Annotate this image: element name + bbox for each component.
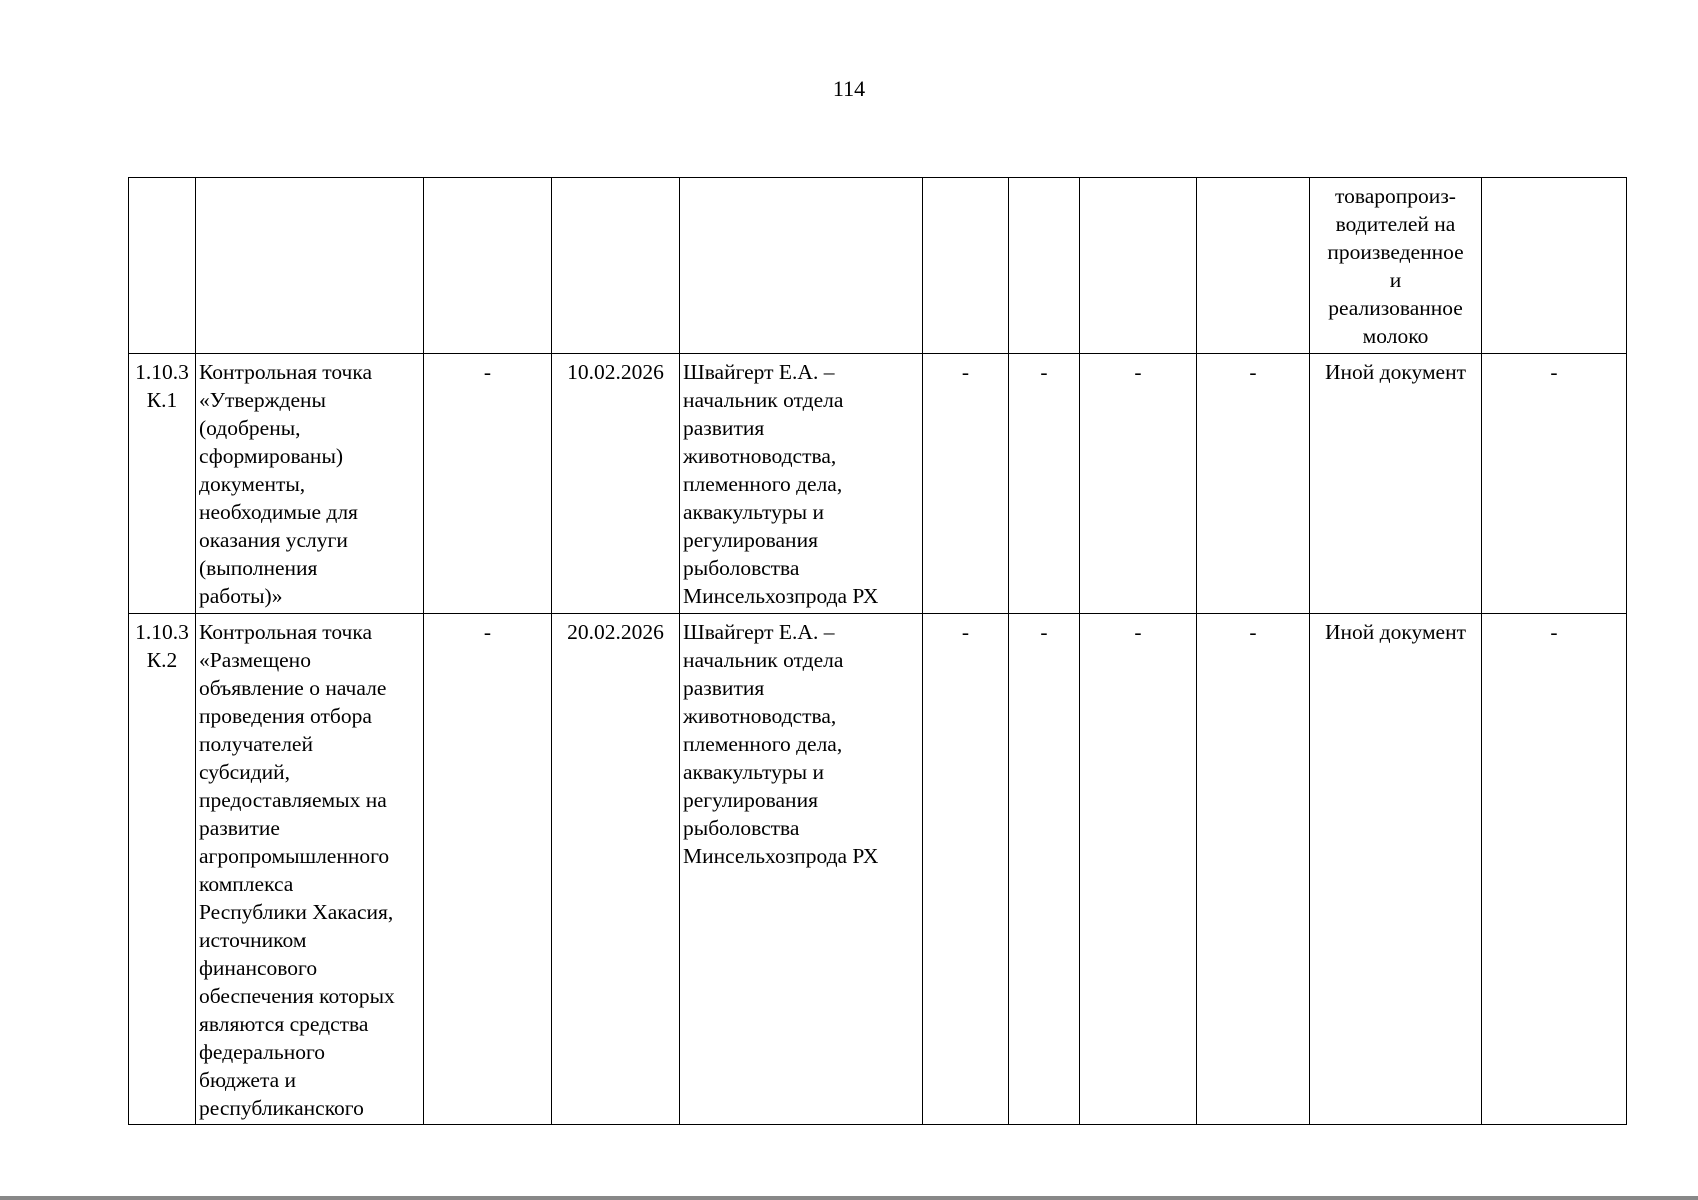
cell-line: «Утверждены: [199, 388, 326, 412]
cell-line: Швайгерт Е.А. –: [683, 620, 835, 644]
cell-empty: [923, 178, 1009, 354]
cell-line: и: [1389, 268, 1402, 292]
cell-dash: -: [1197, 354, 1310, 614]
cell-line: аквакультуры и: [683, 760, 824, 784]
cell-empty: [1009, 178, 1080, 354]
cell-dash: -: [1009, 354, 1080, 614]
scan-edge-bar: [0, 1196, 1698, 1200]
cell-line: «Размещено: [199, 648, 311, 672]
page-number: 114: [832, 76, 866, 101]
cell-line: молоко: [1362, 324, 1429, 348]
cell-line: К.2: [146, 648, 178, 672]
cell-end-date: 10.02.2026: [552, 354, 680, 614]
cell-empty: [129, 178, 196, 354]
cell-dash: -: [1482, 614, 1627, 1125]
cell-line: финансового: [199, 956, 318, 980]
cell-document-type: Иной документ: [1310, 614, 1482, 1125]
cell-line: обеспечения которых: [199, 984, 395, 1008]
table-row: [129, 354, 1627, 614]
cell-dash: -: [923, 614, 1009, 1125]
cell-item-number: [129, 614, 196, 1125]
cell-empty: [680, 178, 923, 354]
cell-line: документы,: [199, 472, 306, 496]
cell-line: источником: [199, 928, 307, 952]
cell-line: Контрольная точка: [199, 360, 373, 384]
cell-line: водителей на: [1335, 212, 1456, 236]
cell-line: комплекса: [199, 872, 294, 896]
cell-responsible: [680, 614, 923, 1125]
cell-line: Швайгерт Е.А. –: [683, 360, 835, 384]
cell-line: предоставляемых на: [199, 788, 387, 812]
cell-start-date: -: [424, 354, 552, 614]
cell-empty: [1197, 178, 1310, 354]
table-row-continuation: [129, 178, 1627, 354]
cell-line: проведения отбора: [199, 704, 372, 728]
cell-line: республиканского: [199, 1096, 364, 1120]
cell-document-type: Иной документ: [1310, 354, 1482, 614]
cell-empty: [1080, 178, 1197, 354]
plan-table: [128, 177, 1627, 1125]
cell-doc-type-continued: [1310, 178, 1482, 354]
cell-line: рыболовства: [683, 816, 800, 840]
cell-line: регулирования: [683, 788, 818, 812]
cell-line: племенного дела,: [683, 732, 843, 756]
cell-line: сформированы): [199, 444, 344, 468]
cell-dash: -: [1080, 354, 1197, 614]
cell-line: животноводства,: [683, 444, 837, 468]
cell-line: регулирования: [683, 528, 818, 552]
cell-dash: -: [1197, 614, 1310, 1125]
cell-item-number: [129, 354, 196, 614]
cell-line: Контрольная точка: [199, 620, 373, 644]
cell-checkpoint-name: [196, 614, 424, 1125]
cell-line: произведенное: [1327, 240, 1464, 264]
cell-empty: [196, 178, 424, 354]
cell-responsible: [680, 354, 923, 614]
cell-line: агропромышленного: [199, 844, 390, 868]
cell-line: Республики Хакасия,: [199, 900, 394, 924]
cell-line: развития: [683, 676, 765, 700]
cell-line: необходимые для: [199, 500, 358, 524]
cell-end-date: 20.02.2026: [552, 614, 680, 1125]
cell-line: племенного дела,: [683, 472, 843, 496]
cell-empty: [552, 178, 680, 354]
cell-line: развитие: [199, 816, 280, 840]
cell-line: аквакультуры и: [683, 500, 824, 524]
cell-line: начальник отдела: [683, 388, 844, 412]
cell-line: работы)»: [199, 584, 283, 608]
cell-line: К.1: [146, 388, 178, 412]
cell-line: оказания услуги: [199, 528, 348, 552]
cell-line: развития: [683, 416, 765, 440]
cell-line: 1.10.3: [135, 360, 189, 384]
cell-line: 1.10.3: [135, 620, 189, 644]
cell-line: получателей: [199, 732, 313, 756]
cell-line: начальник отдела: [683, 648, 844, 672]
cell-checkpoint-name: [196, 354, 424, 614]
cell-dash: -: [1482, 354, 1627, 614]
cell-empty: [424, 178, 552, 354]
cell-empty: [1482, 178, 1627, 354]
cell-line: бюджета и: [199, 1068, 297, 1092]
cell-line: (выполнения: [199, 556, 318, 580]
cell-line: реализованное: [1328, 296, 1463, 320]
cell-start-date: -: [424, 614, 552, 1125]
cell-line: субсидий,: [199, 760, 291, 784]
cell-line: (одобрены,: [199, 416, 301, 440]
cell-line: товаропроиз-: [1335, 184, 1456, 208]
cell-line: являются средства: [199, 1012, 369, 1036]
cell-line: животноводства,: [683, 704, 837, 728]
cell-line: рыболовства: [683, 556, 800, 580]
cell-line: Минсельхозпрода РХ: [683, 584, 879, 608]
cell-line: Минсельхозпрода РХ: [683, 844, 879, 868]
cell-dash: -: [1009, 614, 1080, 1125]
cell-line: объявление о начале: [199, 676, 387, 700]
cell-dash: -: [1080, 614, 1197, 1125]
table-row: [129, 614, 1627, 1125]
cell-line: федерального: [199, 1040, 325, 1064]
cell-dash: -: [923, 354, 1009, 614]
